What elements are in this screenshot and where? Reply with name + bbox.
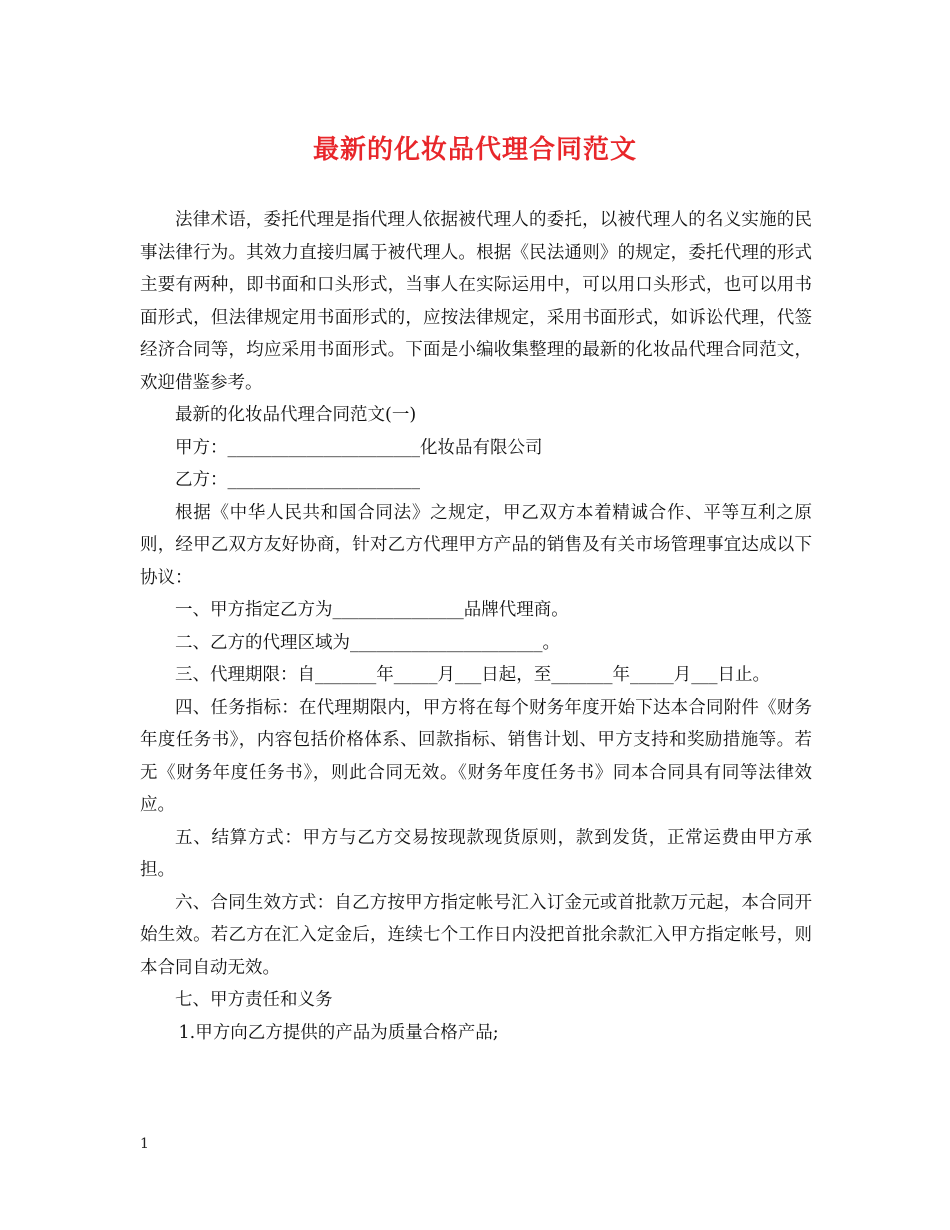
clause-6: 六、合同生效方式：自乙方按甲方指定帐号汇入订金元或首批款万元起，本合同开始生效。若乙方在汇入定金后，连续七个工作日内没把首批余款汇入甲方指定帐号，则本合同自动无效。 xyxy=(140,892,812,978)
clause-2: 二、乙方的代理区域为______________________。 xyxy=(175,632,560,653)
party-a-line: 甲方：______________________化妆品有限公司 xyxy=(175,437,543,458)
clause-4: 四、任务指标：在代理期限内，甲方将在每个财务年度开始下达本合同附件《财务年度任务书》，内容包括价格体系、回款指标、销售计划、甲方支持和奖励措施等。若无《财务年度任务书》，则此合同无效。《财务年度任务书》同本合同具有同等法律效应。 xyxy=(140,697,812,815)
section-heading: 最新的化妆品代理合同范文(一) xyxy=(175,405,417,425)
preamble-paragraph: 根据《中华人民共和国合同法》之规定，甲乙双方本着精诚合作、平等互利之原则，经甲乙双方友好协商，针对乙方代理甲方产品的销售及有关市场管理事宜达成以下协议： xyxy=(140,502,812,588)
clause-7-item-1: 1.甲方向乙方提供的产品为质量合格产品; xyxy=(178,1022,499,1043)
document-body xyxy=(140,204,812,1049)
intro-paragraph: 法律术语，委托代理是指代理人依据被代理人的委托，以被代理人的名义实施的民事法律行为。其效力直接归属于被代理人。根据《民法通则》的规定，委托代理的形式主要有两种，即书面和口头形式，当事人在实际运用中，可以用口头形式，也可以用书面形式，但法律规定用书面形式的，应按法律规定，采用书面形式，如诉讼代理，代签经济合同等，均应采用书面形式。下面是小编收集整理的最新的化妆品代理合同范文，欢迎借鉴参考。 xyxy=(140,210,812,393)
clause-5: 五、结算方式：甲方与乙方交易按现款现货原则，款到发货，正常运费由甲方承担。 xyxy=(140,827,812,880)
clause-3: 三、代理期限：自_______年_____月___日起，至_______年_____月___日止。 xyxy=(175,665,770,685)
document-title: 最新的化妆品代理合同范文 xyxy=(312,135,637,165)
page-number: 1 xyxy=(140,1136,149,1152)
party-b-line: 乙方：______________________ xyxy=(175,470,420,490)
clause-7-heading: 七、甲方责任和义务 xyxy=(175,990,333,1010)
clause-1: 一、甲方指定乙方为_______________品牌代理商。 xyxy=(175,600,569,620)
